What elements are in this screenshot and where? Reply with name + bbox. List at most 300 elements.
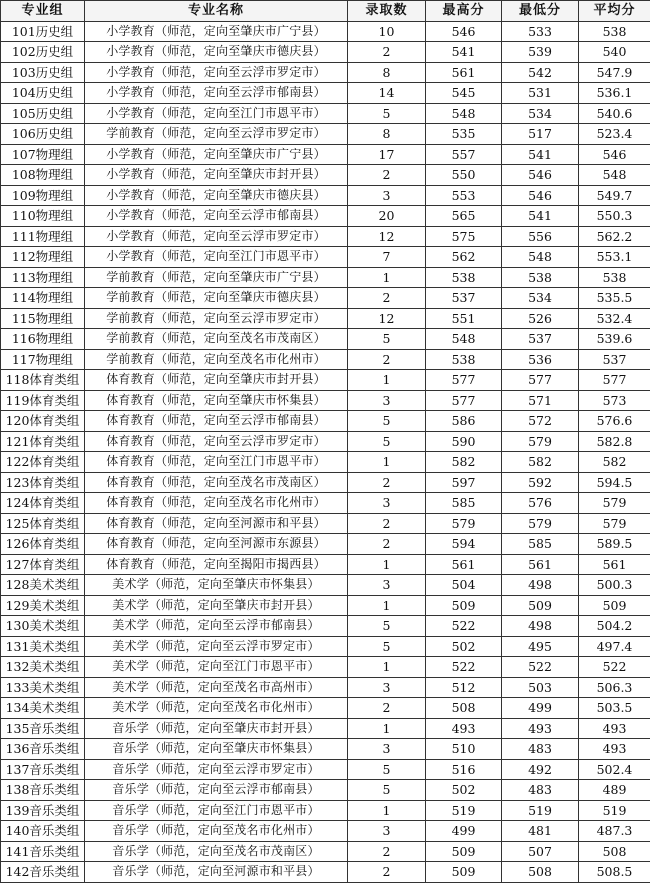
major-group-cell: 126体育类组 [1, 534, 85, 555]
lowest-score-cell: 495 [502, 636, 579, 657]
admitted-count-cell: 2 [348, 165, 426, 186]
lowest-score-cell: 509 [502, 595, 579, 616]
major-group-cell: 120体育类组 [1, 411, 85, 432]
major-name-cell: 体育教育（师范，定向至茂名市茂南区） [85, 472, 348, 493]
major-name-cell: 小学教育（师范，定向至肇庆市封开县） [85, 165, 348, 186]
average-score-cell: 506.3 [579, 677, 650, 698]
major-name-cell: 学前教育（师范，定向至肇庆市广宁县） [85, 267, 348, 288]
table-row [1, 821, 650, 842]
header-row [1, 1, 650, 22]
major-group-cell: 110物理组 [1, 206, 85, 227]
average-score-cell: 532.4 [579, 308, 650, 329]
highest-score-cell: 502 [426, 636, 502, 657]
admitted-count-cell: 14 [348, 83, 426, 104]
admitted-count-cell: 5 [348, 411, 426, 432]
average-score-cell: 540 [579, 42, 650, 63]
lowest-score-cell: 582 [502, 452, 579, 473]
lowest-score-cell: 507 [502, 841, 579, 862]
table-row [1, 431, 650, 452]
lowest-score-cell: 548 [502, 247, 579, 268]
table-row [1, 554, 650, 575]
table-row [1, 103, 650, 124]
major-group-cell: 105历史组 [1, 103, 85, 124]
highest-score-cell: 499 [426, 821, 502, 842]
table-row [1, 124, 650, 145]
average-score-cell: 553.1 [579, 247, 650, 268]
highest-score-cell: 577 [426, 390, 502, 411]
major-group-cell: 138音乐类组 [1, 780, 85, 801]
admitted-count-cell: 5 [348, 103, 426, 124]
highest-score-cell: 597 [426, 472, 502, 493]
highest-score-cell: 590 [426, 431, 502, 452]
admitted-count-cell: 20 [348, 206, 426, 227]
average-score-cell: 579 [579, 493, 650, 514]
table-row [1, 780, 650, 801]
major-group-cell: 114物理组 [1, 288, 85, 309]
average-score-cell: 546 [579, 144, 650, 165]
average-score-cell: 577 [579, 370, 650, 391]
highest-score-cell: 553 [426, 185, 502, 206]
admitted-count-cell: 2 [348, 513, 426, 534]
major-group-cell: 112物理组 [1, 247, 85, 268]
major-name-cell: 小学教育（师范，定向至肇庆市广宁县） [85, 21, 348, 42]
table-row [1, 718, 650, 739]
highest-score-cell: 585 [426, 493, 502, 514]
major-name-cell: 音乐学（师范，定向至肇庆市封开县） [85, 718, 348, 739]
major-group-cell: 107物理组 [1, 144, 85, 165]
major-group-cell: 128美术类组 [1, 575, 85, 596]
major-group-cell: 108物理组 [1, 165, 85, 186]
highest-score-cell: 538 [426, 349, 502, 370]
table-body [1, 21, 650, 882]
admitted-count-cell: 1 [348, 595, 426, 616]
average-score-cell: 582.8 [579, 431, 650, 452]
major-name-cell: 美术学（师范，定向至肇庆市怀集县） [85, 575, 348, 596]
major-name-cell: 音乐学（师范，定向至云浮市罗定市） [85, 759, 348, 780]
lowest-score-cell: 531 [502, 83, 579, 104]
table-row [1, 411, 650, 432]
major-group-cell: 113物理组 [1, 267, 85, 288]
table-row [1, 698, 650, 719]
average-score-cell: 561 [579, 554, 650, 575]
major-name-cell: 小学教育（师范，定向至云浮市郁南县） [85, 83, 348, 104]
major-name-cell: 音乐学（师范，定向至茂名市化州市） [85, 821, 348, 842]
average-score-cell: 540.6 [579, 103, 650, 124]
table-row [1, 308, 650, 329]
average-score-cell: 487.3 [579, 821, 650, 842]
lowest-score-cell: 542 [502, 62, 579, 83]
admitted-count-cell: 3 [348, 390, 426, 411]
major-group-cell: 109物理组 [1, 185, 85, 206]
average-score-cell: 550.3 [579, 206, 650, 227]
lowest-score-cell: 481 [502, 821, 579, 842]
admitted-count-cell: 1 [348, 452, 426, 473]
lowest-score-cell: 539 [502, 42, 579, 63]
admitted-count-cell: 8 [348, 62, 426, 83]
major-group-cell: 129美术类组 [1, 595, 85, 616]
admitted-count-cell: 2 [348, 862, 426, 883]
lowest-score-cell: 526 [502, 308, 579, 329]
table-row [1, 247, 650, 268]
major-name-cell: 音乐学（师范，定向至江门市恩平市） [85, 800, 348, 821]
table-row [1, 329, 650, 350]
highest-score-cell: 541 [426, 42, 502, 63]
highest-score-cell: 509 [426, 862, 502, 883]
table-row [1, 206, 650, 227]
major-group-cell: 131美术类组 [1, 636, 85, 657]
major-name-cell: 体育教育（师范，定向至揭阳市揭西县） [85, 554, 348, 575]
admitted-count-cell: 3 [348, 575, 426, 596]
header-major-name: 专业名称 [85, 1, 348, 22]
average-score-cell: 562.2 [579, 226, 650, 247]
lowest-score-cell: 571 [502, 390, 579, 411]
admitted-count-cell: 3 [348, 185, 426, 206]
admitted-count-cell: 1 [348, 554, 426, 575]
lowest-score-cell: 483 [502, 780, 579, 801]
major-group-cell: 121体育类组 [1, 431, 85, 452]
highest-score-cell: 565 [426, 206, 502, 227]
lowest-score-cell: 493 [502, 718, 579, 739]
lowest-score-cell: 572 [502, 411, 579, 432]
major-group-cell: 101历史组 [1, 21, 85, 42]
lowest-score-cell: 541 [502, 144, 579, 165]
major-name-cell: 学前教育（师范，定向至云浮市罗定市） [85, 308, 348, 329]
major-group-cell: 132美术类组 [1, 657, 85, 678]
admitted-count-cell: 1 [348, 370, 426, 391]
lowest-score-cell: 498 [502, 616, 579, 637]
lowest-score-cell: 499 [502, 698, 579, 719]
table-row [1, 616, 650, 637]
highest-score-cell: 519 [426, 800, 502, 821]
table-row [1, 677, 650, 698]
highest-score-cell: 538 [426, 267, 502, 288]
major-name-cell: 美术学（师范，定向至肇庆市封开县） [85, 595, 348, 616]
lowest-score-cell: 538 [502, 267, 579, 288]
table-row [1, 739, 650, 760]
major-name-cell: 体育教育（师范，定向至茂名市化州市） [85, 493, 348, 514]
highest-score-cell: 512 [426, 677, 502, 698]
major-group-cell: 130美术类组 [1, 616, 85, 637]
major-name-cell: 学前教育（师范，定向至云浮市罗定市） [85, 124, 348, 145]
lowest-score-cell: 483 [502, 739, 579, 760]
highest-score-cell: 508 [426, 698, 502, 719]
major-name-cell: 小学教育（师范，定向至云浮市郁南县） [85, 206, 348, 227]
average-score-cell: 573 [579, 390, 650, 411]
major-group-cell: 127体育类组 [1, 554, 85, 575]
admitted-count-cell: 1 [348, 267, 426, 288]
highest-score-cell: 579 [426, 513, 502, 534]
highest-score-cell: 557 [426, 144, 502, 165]
highest-score-cell: 509 [426, 595, 502, 616]
admitted-count-cell: 2 [348, 698, 426, 719]
table-row [1, 185, 650, 206]
highest-score-cell: 548 [426, 103, 502, 124]
admitted-count-cell: 10 [348, 21, 426, 42]
table-row [1, 349, 650, 370]
average-score-cell: 493 [579, 718, 650, 739]
major-name-cell: 体育教育（师范，定向至肇庆市怀集县） [85, 390, 348, 411]
average-score-cell: 539.6 [579, 329, 650, 350]
highest-score-cell: 504 [426, 575, 502, 596]
table-row [1, 165, 650, 186]
admitted-count-cell: 2 [348, 841, 426, 862]
major-group-cell: 136音乐类组 [1, 739, 85, 760]
major-name-cell: 美术学（师范，定向至云浮市郁南县） [85, 616, 348, 637]
highest-score-cell: 575 [426, 226, 502, 247]
major-name-cell: 学前教育（师范，定向至茂名市化州市） [85, 349, 348, 370]
table-row [1, 288, 650, 309]
table-row [1, 513, 650, 534]
highest-score-cell: 493 [426, 718, 502, 739]
major-name-cell: 美术学（师范，定向至茂名市化州市） [85, 698, 348, 719]
major-name-cell: 小学教育（师范，定向至江门市恩平市） [85, 247, 348, 268]
average-score-cell: 536.1 [579, 83, 650, 104]
admitted-count-cell: 5 [348, 431, 426, 452]
header-highest-score: 最高分 [426, 1, 502, 22]
admitted-count-cell: 7 [348, 247, 426, 268]
lowest-score-cell: 534 [502, 288, 579, 309]
major-name-cell: 小学教育（师范，定向至云浮市罗定市） [85, 62, 348, 83]
table-row [1, 841, 650, 862]
highest-score-cell: 594 [426, 534, 502, 555]
admitted-count-cell: 3 [348, 677, 426, 698]
table-row [1, 657, 650, 678]
major-name-cell: 体育教育（师范，定向至江门市恩平市） [85, 452, 348, 473]
header-admitted-count: 录取数 [348, 1, 426, 22]
average-score-cell: 589.5 [579, 534, 650, 555]
table-row [1, 636, 650, 657]
lowest-score-cell: 492 [502, 759, 579, 780]
highest-score-cell: 548 [426, 329, 502, 350]
lowest-score-cell: 537 [502, 329, 579, 350]
admitted-count-cell: 3 [348, 821, 426, 842]
major-group-cell: 124体育类组 [1, 493, 85, 514]
average-score-cell: 508 [579, 841, 650, 862]
highest-score-cell: 537 [426, 288, 502, 309]
major-name-cell: 体育教育（师范，定向至云浮市郁南县） [85, 411, 348, 432]
lowest-score-cell: 556 [502, 226, 579, 247]
average-score-cell: 523.4 [579, 124, 650, 145]
lowest-score-cell: 534 [502, 103, 579, 124]
major-name-cell: 小学教育（师范，定向至云浮市罗定市） [85, 226, 348, 247]
lowest-score-cell: 546 [502, 165, 579, 186]
table-row [1, 534, 650, 555]
lowest-score-cell: 533 [502, 21, 579, 42]
table-row [1, 226, 650, 247]
major-group-cell: 133美术类组 [1, 677, 85, 698]
lowest-score-cell: 522 [502, 657, 579, 678]
average-score-cell: 519 [579, 800, 650, 821]
major-name-cell: 音乐学（师范，定向至云浮市郁南县） [85, 780, 348, 801]
major-group-cell: 116物理组 [1, 329, 85, 350]
table-row [1, 83, 650, 104]
admitted-count-cell: 5 [348, 329, 426, 350]
header-average-score: 平均分 [579, 1, 650, 22]
highest-score-cell: 551 [426, 308, 502, 329]
major-group-cell: 111物理组 [1, 226, 85, 247]
average-score-cell: 582 [579, 452, 650, 473]
highest-score-cell: 502 [426, 780, 502, 801]
major-name-cell: 音乐学（师范，定向至河源市和平县） [85, 862, 348, 883]
highest-score-cell: 510 [426, 739, 502, 760]
lowest-score-cell: 585 [502, 534, 579, 555]
major-name-cell: 小学教育（师范，定向至肇庆市广宁县） [85, 144, 348, 165]
average-score-cell: 503.5 [579, 698, 650, 719]
major-name-cell: 美术学（师范，定向至云浮市罗定市） [85, 636, 348, 657]
major-group-cell: 137音乐类组 [1, 759, 85, 780]
highest-score-cell: 561 [426, 62, 502, 83]
major-group-cell: 123体育类组 [1, 472, 85, 493]
table-row [1, 800, 650, 821]
admitted-count-cell: 5 [348, 780, 426, 801]
major-group-cell: 115物理组 [1, 308, 85, 329]
major-group-cell: 135音乐类组 [1, 718, 85, 739]
lowest-score-cell: 508 [502, 862, 579, 883]
lowest-score-cell: 579 [502, 431, 579, 452]
major-name-cell: 体育教育（师范，定向至云浮市罗定市） [85, 431, 348, 452]
average-score-cell: 535.5 [579, 288, 650, 309]
highest-score-cell: 545 [426, 83, 502, 104]
table-row [1, 452, 650, 473]
admitted-count-cell: 5 [348, 759, 426, 780]
admitted-count-cell: 1 [348, 800, 426, 821]
admitted-count-cell: 12 [348, 226, 426, 247]
average-score-cell: 502.4 [579, 759, 650, 780]
table-row [1, 472, 650, 493]
major-group-cell: 102历史组 [1, 42, 85, 63]
average-score-cell: 537 [579, 349, 650, 370]
highest-score-cell: 582 [426, 452, 502, 473]
admitted-count-cell: 5 [348, 636, 426, 657]
major-group-cell: 118体育类组 [1, 370, 85, 391]
lowest-score-cell: 546 [502, 185, 579, 206]
header-lowest-score: 最低分 [502, 1, 579, 22]
highest-score-cell: 562 [426, 247, 502, 268]
admitted-count-cell: 1 [348, 718, 426, 739]
table-row [1, 21, 650, 42]
average-score-cell: 500.3 [579, 575, 650, 596]
major-name-cell: 小学教育（师范，定向至江门市恩平市） [85, 103, 348, 124]
admitted-count-cell: 2 [348, 288, 426, 309]
major-name-cell: 学前教育（师范，定向至肇庆市德庆县） [85, 288, 348, 309]
table-row [1, 493, 650, 514]
major-group-cell: 134美术类组 [1, 698, 85, 719]
average-score-cell: 493 [579, 739, 650, 760]
table-row [1, 370, 650, 391]
average-score-cell: 538 [579, 267, 650, 288]
lowest-score-cell: 536 [502, 349, 579, 370]
major-group-cell: 104历史组 [1, 83, 85, 104]
highest-score-cell: 522 [426, 657, 502, 678]
major-name-cell: 体育教育（师范，定向至河源市和平县） [85, 513, 348, 534]
lowest-score-cell: 541 [502, 206, 579, 227]
major-group-cell: 139音乐类组 [1, 800, 85, 821]
major-name-cell: 美术学（师范，定向至江门市恩平市） [85, 657, 348, 678]
table-row [1, 390, 650, 411]
major-name-cell: 音乐学（师范，定向至茂名市茂南区） [85, 841, 348, 862]
average-score-cell: 549.7 [579, 185, 650, 206]
average-score-cell: 538 [579, 21, 650, 42]
major-group-cell: 106历史组 [1, 124, 85, 145]
major-name-cell: 体育教育（师范，定向至肇庆市封开县） [85, 370, 348, 391]
admitted-count-cell: 2 [348, 42, 426, 63]
highest-score-cell: 522 [426, 616, 502, 637]
major-name-cell: 美术学（师范，定向至茂名市高州市） [85, 677, 348, 698]
highest-score-cell: 509 [426, 841, 502, 862]
major-group-cell: 117物理组 [1, 349, 85, 370]
table-row [1, 595, 650, 616]
average-score-cell: 489 [579, 780, 650, 801]
table-row [1, 759, 650, 780]
admitted-count-cell: 2 [348, 349, 426, 370]
major-group-cell: 125体育类组 [1, 513, 85, 534]
major-group-cell: 142音乐类组 [1, 862, 85, 883]
admitted-count-cell: 2 [348, 472, 426, 493]
major-group-cell: 140音乐类组 [1, 821, 85, 842]
lowest-score-cell: 561 [502, 554, 579, 575]
lowest-score-cell: 579 [502, 513, 579, 534]
highest-score-cell: 516 [426, 759, 502, 780]
table-header [1, 1, 650, 22]
table-row [1, 862, 650, 883]
highest-score-cell: 535 [426, 124, 502, 145]
average-score-cell: 576.6 [579, 411, 650, 432]
highest-score-cell: 546 [426, 21, 502, 42]
highest-score-cell: 586 [426, 411, 502, 432]
average-score-cell: 508.5 [579, 862, 650, 883]
lowest-score-cell: 576 [502, 493, 579, 514]
average-score-cell: 504.2 [579, 616, 650, 637]
major-group-cell: 141音乐类组 [1, 841, 85, 862]
table-row [1, 144, 650, 165]
table-row [1, 62, 650, 83]
average-score-cell: 594.5 [579, 472, 650, 493]
header-major-group: 专业组 [1, 1, 85, 22]
table-row [1, 575, 650, 596]
major-group-cell: 122体育类组 [1, 452, 85, 473]
lowest-score-cell: 498 [502, 575, 579, 596]
admitted-count-cell: 1 [348, 657, 426, 678]
major-group-cell: 119体育类组 [1, 390, 85, 411]
major-group-cell: 103历史组 [1, 62, 85, 83]
major-name-cell: 小学教育（师范，定向至肇庆市德庆县） [85, 185, 348, 206]
admitted-count-cell: 3 [348, 493, 426, 514]
admitted-count-cell: 17 [348, 144, 426, 165]
lowest-score-cell: 577 [502, 370, 579, 391]
average-score-cell: 548 [579, 165, 650, 186]
table-row [1, 267, 650, 288]
average-score-cell: 497.4 [579, 636, 650, 657]
lowest-score-cell: 592 [502, 472, 579, 493]
admitted-count-cell: 12 [348, 308, 426, 329]
average-score-cell: 547.9 [579, 62, 650, 83]
lowest-score-cell: 519 [502, 800, 579, 821]
highest-score-cell: 550 [426, 165, 502, 186]
average-score-cell: 579 [579, 513, 650, 534]
average-score-cell: 509 [579, 595, 650, 616]
admitted-count-cell: 5 [348, 616, 426, 637]
major-name-cell: 体育教育（师范，定向至河源市东源县） [85, 534, 348, 555]
lowest-score-cell: 517 [502, 124, 579, 145]
major-name-cell: 学前教育（师范，定向至茂名市茂南区） [85, 329, 348, 350]
average-score-cell: 522 [579, 657, 650, 678]
highest-score-cell: 577 [426, 370, 502, 391]
highest-score-cell: 561 [426, 554, 502, 575]
admitted-count-cell: 3 [348, 739, 426, 760]
table-row [1, 42, 650, 63]
major-name-cell: 音乐学（师范，定向至肇庆市怀集县） [85, 739, 348, 760]
major-name-cell: 小学教育（师范，定向至肇庆市德庆县） [85, 42, 348, 63]
